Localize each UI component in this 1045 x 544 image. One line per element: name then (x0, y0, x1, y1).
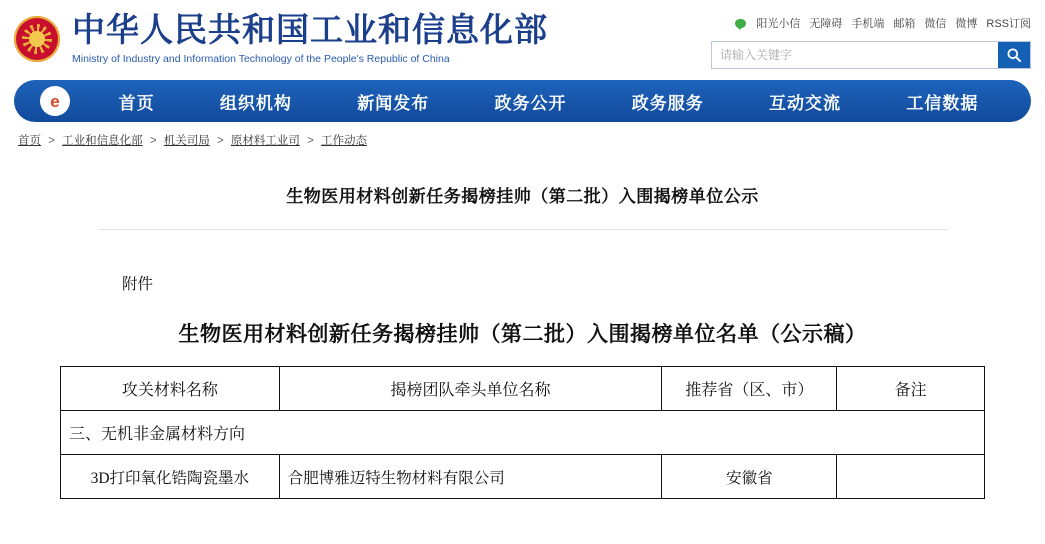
nav-logo-text: e (50, 91, 60, 111)
table-header-remark: 备注 (837, 367, 985, 411)
main-nav (14, 80, 1031, 122)
top-link-sunshine[interactable]: 阳光小信 (756, 18, 801, 30)
nav-item-government-affairs[interactable]: 政务公开 (494, 93, 567, 113)
emblem-gear-icon (22, 24, 52, 54)
search-button[interactable] (998, 42, 1030, 68)
attachment-label: 附件 (122, 276, 154, 293)
breadcrumb-item-raw-materials[interactable]: 原材料工业司 (230, 135, 300, 147)
header-utility-area (711, 10, 1031, 69)
site-header (0, 0, 1045, 80)
brand-title-cn: 中华人民共和国工业和信息化部 (72, 11, 548, 48)
search-bar (711, 41, 1031, 69)
breadcrumb (0, 122, 1045, 148)
nav-items (86, 89, 1031, 114)
cell-province: 安徽省 (662, 455, 837, 499)
top-link-accessibility[interactable]: 无障碍 (809, 18, 843, 30)
table-header-material: 攻关材料名称 (61, 367, 280, 411)
main-nav-wrapper (0, 80, 1045, 122)
nav-item-home[interactable]: 首页 (118, 93, 155, 113)
top-link-wechat[interactable]: 微信 (924, 18, 947, 30)
breadcrumb-separator: > (307, 135, 314, 147)
breadcrumb-separator: > (48, 135, 55, 147)
page-title: 生物医用材料创新任务揭榜挂帅（第二批）入围揭榜单位公示 (286, 187, 759, 206)
cell-unit: 合肥博雅迈特生物材料有限公司 (279, 455, 662, 499)
table-header-unit: 揭榜团队牵头单位名称 (279, 367, 662, 411)
table-wrapper (60, 366, 985, 499)
shortlist-table (60, 366, 985, 499)
breadcrumb-item-ministry[interactable]: 工业和信息化部 (62, 135, 143, 147)
top-links (711, 14, 1031, 32)
top-link-weibo[interactable]: 微博 (955, 18, 978, 30)
top-link-rss[interactable]: RSS订阅 (986, 18, 1031, 30)
table-section-row (61, 411, 985, 455)
nav-logo-icon[interactable] (40, 86, 70, 116)
breadcrumb-separator: > (216, 135, 224, 147)
national-emblem-icon (14, 16, 60, 62)
cell-material: 3D打印氧化锆陶瓷墨水 (61, 455, 280, 499)
breadcrumb-item-departments[interactable]: 机关司局 (163, 135, 210, 147)
top-link-mobile[interactable]: 手机端 (851, 18, 885, 30)
table-row (61, 455, 985, 499)
nav-item-interaction[interactable]: 互动交流 (769, 93, 842, 113)
article (0, 148, 1045, 348)
cell-remark (837, 455, 985, 499)
nav-item-organization[interactable]: 组织机构 (219, 93, 292, 113)
nav-item-data[interactable]: 工信数据 (906, 93, 979, 113)
chat-bubble-icon (735, 19, 746, 28)
nav-item-services[interactable]: 政务服务 (631, 93, 704, 113)
search-input[interactable] (712, 42, 998, 68)
breadcrumb-separator: > (149, 135, 157, 147)
site-brand (72, 10, 548, 66)
breadcrumb-item-home[interactable]: 首页 (18, 135, 41, 147)
search-icon (1006, 47, 1022, 63)
nav-item-news[interactable]: 新闻发布 (357, 93, 430, 113)
brand-title-en: Ministry of Industry and Information Technology of the People's Republic of China (72, 53, 450, 65)
document-title: 生物医用材料创新任务揭榜挂帅（第二批）入围揭榜单位名单（公示稿） (178, 322, 867, 346)
breadcrumb-item-work-updates[interactable]: 工作动态 (321, 135, 367, 147)
top-link-mail[interactable]: 邮箱 (893, 18, 916, 30)
title-divider (98, 229, 947, 230)
table-section-label: 三、无机非金属材料方向 (61, 411, 985, 455)
table-header-row (61, 367, 985, 411)
table-header-province: 推荐省（区、市） (662, 367, 837, 411)
